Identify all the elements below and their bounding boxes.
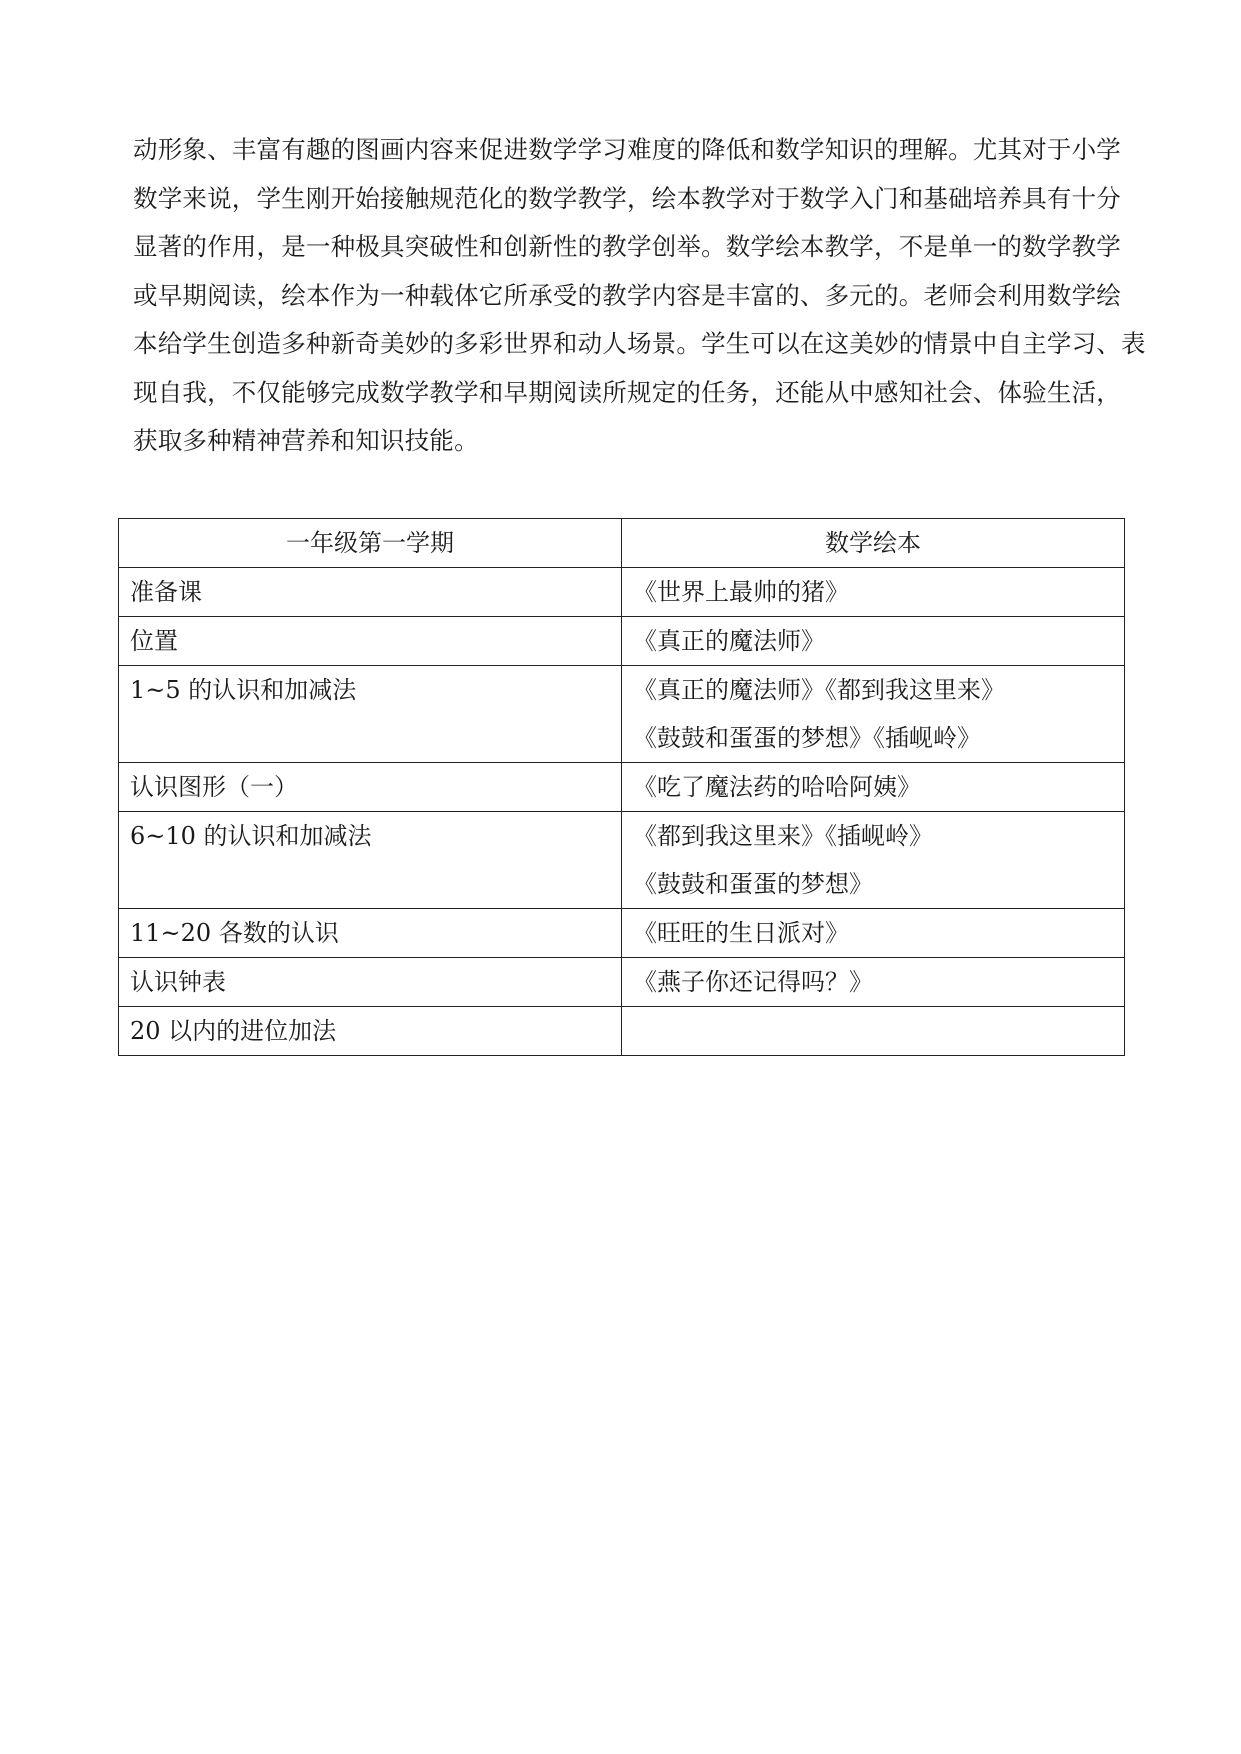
unit-cell: 20 以内的进位加法	[119, 1007, 622, 1056]
table-row	[119, 763, 1125, 812]
unit-cell: 位置	[119, 617, 622, 666]
table-header-row	[119, 519, 1125, 568]
book-title: 《世界上最帅的猪》	[633, 578, 849, 606]
book-title	[633, 1007, 1113, 1055]
unit-cell: 11~20 各数的认识	[119, 909, 622, 958]
unit-cell: 6~10 的认识和加减法	[119, 812, 622, 909]
book-title: 《吃了魔法药的哈哈阿姨》	[633, 773, 921, 801]
table-row	[119, 909, 1125, 958]
table-row	[119, 958, 1125, 1007]
header-semester: 一年级第一学期	[119, 519, 622, 568]
book-title: 《燕子你还记得吗？》	[633, 968, 873, 996]
books-cell	[622, 617, 1125, 666]
book-title: 《真正的魔法师》	[633, 627, 825, 655]
table-row	[119, 1007, 1125, 1056]
books-cell	[622, 1007, 1125, 1056]
unit-cell: 准备课	[119, 568, 622, 617]
paragraph-line: 动形象、丰富有趣的图画内容来促进数学学习难度的降低和数学知识的理解。尤其对于小学	[133, 135, 1121, 164]
paragraph-line: 显著的作用，是一种极具突破性和创新性的教学创举。数学绘本教学，不是单一的数学教学	[133, 232, 1121, 261]
books-cell	[622, 568, 1125, 617]
table-row	[119, 666, 1125, 763]
table-row	[119, 568, 1125, 617]
paragraph-line: 数学来说，学生刚开始接触规范化的数学教学，绘本教学对于数学入门和基础培养具有十分	[133, 183, 1121, 213]
book-title: 《旺旺的生日派对》	[633, 919, 849, 947]
paragraph-line: 现自我，不仅能够完成数学教学和早期阅读所规定的任务，还能从中感知社会、体验生活，	[133, 377, 1121, 407]
book-title: 《都到我这里来》《插岘岭》	[633, 822, 933, 850]
paragraph-line: 或早期阅读，绘本作为一种载体它所承受的教学内容是丰富的、多元的。老师会利用数学绘	[133, 280, 1121, 310]
unit-cell: 1~5 的认识和加减法	[119, 666, 622, 763]
unit-cell: 认识图形（一）	[119, 763, 622, 812]
books-cell	[622, 958, 1125, 1007]
books-cell	[622, 909, 1125, 958]
unit-cell: 认识钟表	[119, 958, 622, 1007]
book-title: 《鼓鼓和蛋蛋的梦想》《插岘岭》	[633, 724, 981, 752]
curriculum-table	[118, 518, 1125, 1056]
books-cell	[622, 812, 1125, 909]
paragraph-line: 本给学生创造多种新奇美妙的多彩世界和动人场景。学生可以在这美妙的情景中自主学习、表	[133, 329, 1146, 358]
paragraph-line: 获取多种精神营养和知识技能。	[133, 426, 479, 455]
books-cell	[622, 666, 1125, 763]
header-picture-books: 数学绘本	[622, 519, 1125, 568]
body-paragraph	[133, 126, 1146, 466]
books-cell	[622, 763, 1125, 812]
book-title: 《真正的魔法师》《都到我这里来》	[633, 676, 1005, 704]
table-row	[119, 812, 1125, 909]
table-row	[119, 617, 1125, 666]
book-title: 《鼓鼓和蛋蛋的梦想》	[633, 870, 873, 898]
